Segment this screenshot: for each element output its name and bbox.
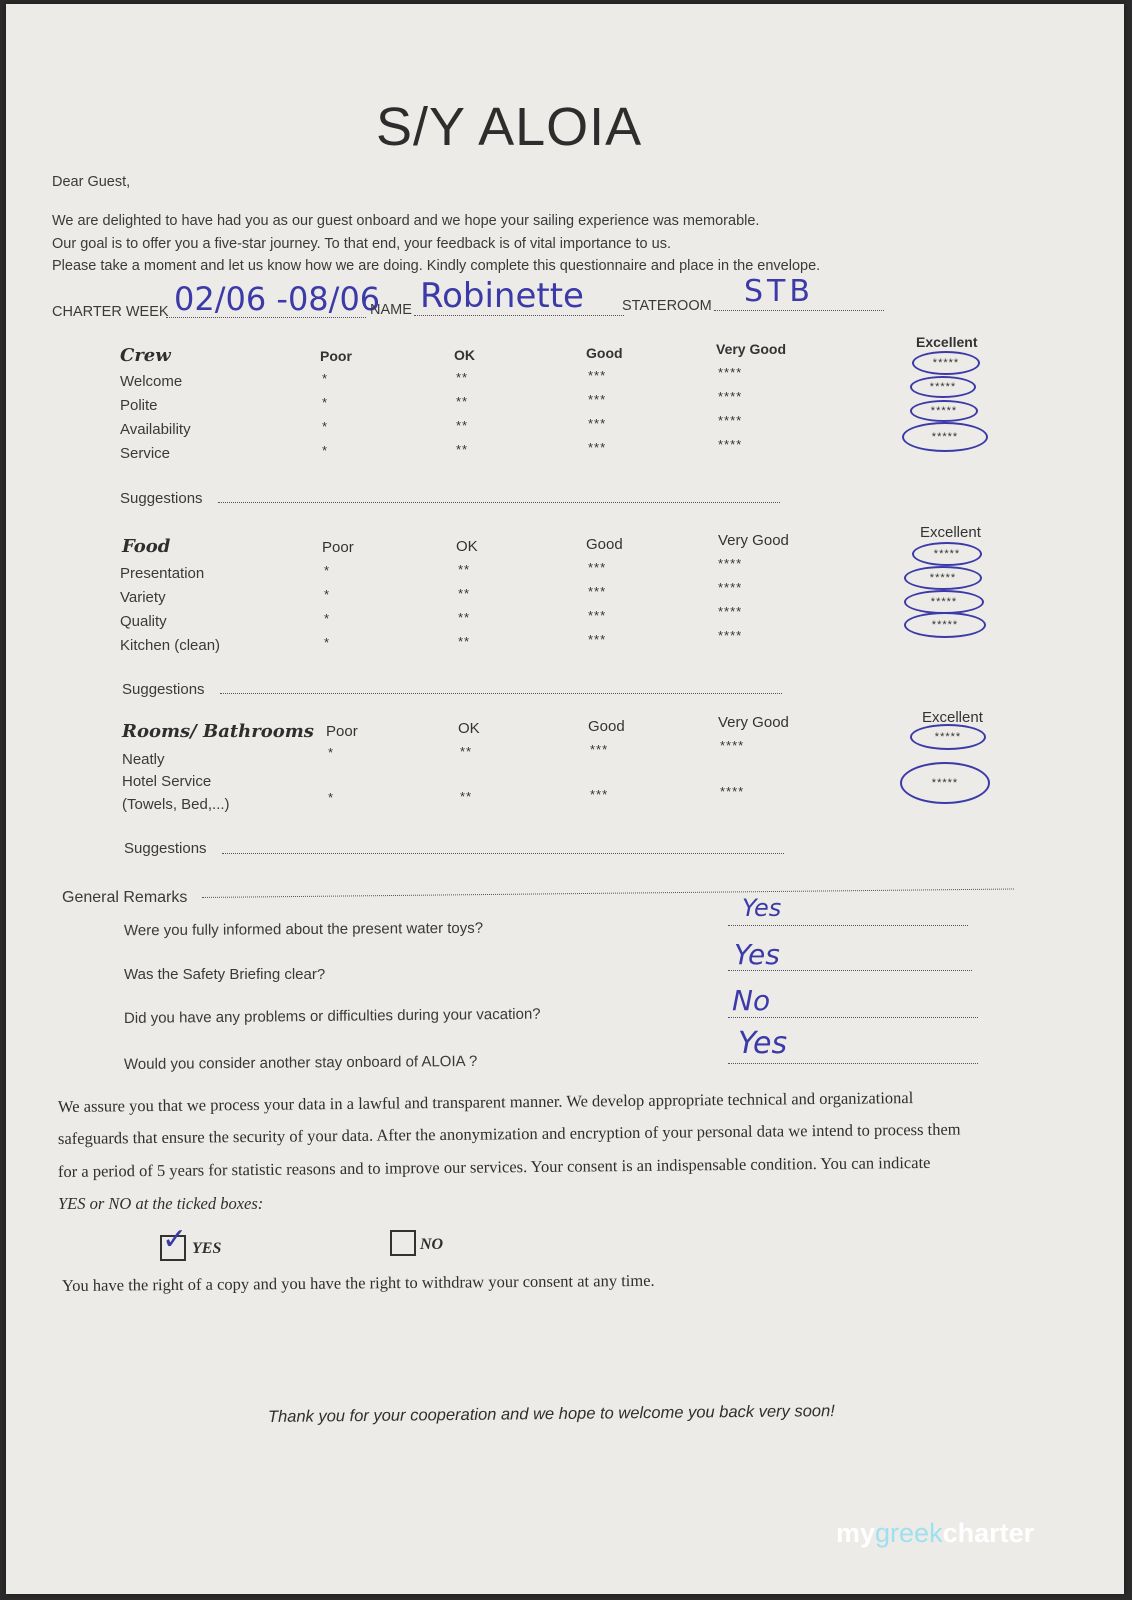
- rating-very-good[interactable]: ****: [718, 413, 743, 428]
- crew-item-availability: Availability: [120, 421, 191, 438]
- col-excellent: Excellent: [922, 709, 983, 726]
- rating-ok[interactable]: **: [460, 744, 473, 759]
- crew-item-welcome: Welcome: [120, 373, 183, 390]
- col-very-good: Very Good: [718, 532, 789, 549]
- rating-poor[interactable]: *: [328, 790, 335, 805]
- consent-no-checkbox[interactable]: [390, 1230, 416, 1256]
- col-ok: OK: [458, 720, 480, 737]
- question-another-stay: Would you consider another stay onboard of ALOIA ?: [123, 1052, 478, 1073]
- col-ok: OK: [454, 347, 475, 363]
- col-poor: Poor: [320, 348, 352, 364]
- section-title-crew: Crew: [120, 345, 171, 366]
- rating-very-good[interactable]: ****: [718, 580, 743, 595]
- rating-good[interactable]: ***: [590, 787, 609, 802]
- rating-ok[interactable]: **: [460, 789, 473, 804]
- intro-line-1: We are delighted to have had you as our guest onboard and we hope your sailing experience was memorable.: [52, 213, 760, 229]
- name-label: NAME: [370, 302, 412, 318]
- form-title: S/Y ALOIA: [376, 97, 643, 157]
- answer-water-toys: Yes: [742, 894, 782, 922]
- rating-very-good[interactable]: ****: [720, 784, 745, 799]
- mygreekcharter-logo: [836, 1518, 1034, 1549]
- logo-text-greek: greek: [875, 1518, 943, 1548]
- rating-ok[interactable]: **: [458, 586, 471, 601]
- rating-good[interactable]: ***: [590, 742, 609, 757]
- col-excellent: Excellent: [920, 524, 981, 541]
- col-ok: OK: [456, 538, 478, 555]
- col-excellent: Excellent: [916, 334, 978, 350]
- crew-item-polite: Polite: [120, 397, 158, 414]
- rating-ok[interactable]: **: [458, 562, 471, 577]
- intro-line-3: Please take a moment and let us know how we are doing. Kindly complete this questionnaire and place in the envelope.: [52, 258, 821, 274]
- rooms-item-neatly: Neatly: [122, 751, 165, 768]
- rating-ok[interactable]: **: [458, 610, 471, 625]
- rooms-item-hotel-service: Hotel Service: [122, 773, 212, 790]
- crew-suggestions-field[interactable]: [218, 502, 780, 503]
- question-problems: Did you have any problems or difficulties during your vacation?: [123, 1005, 541, 1027]
- thank-you-note: Thank you for your cooperation and we hope to welcome you back very soon!: [267, 1402, 835, 1426]
- charter-week-label: CHARTER WEEK: [52, 304, 169, 320]
- rating-good[interactable]: ***: [588, 440, 607, 455]
- rating-excellent-circled[interactable]: *****: [902, 422, 988, 452]
- rooms-suggestions-field[interactable]: [222, 853, 784, 854]
- rating-excellent-circled[interactable]: *****: [910, 400, 978, 422]
- name-value: Robinette: [420, 276, 584, 316]
- answer-field-another-stay[interactable]: [728, 1063, 978, 1064]
- rating-ok[interactable]: **: [456, 442, 469, 457]
- food-suggestions-label: Suggestions: [122, 681, 205, 698]
- rating-poor[interactable]: *: [324, 635, 331, 650]
- rating-very-good[interactable]: ****: [718, 628, 743, 643]
- consent-yes-label: YES: [192, 1240, 222, 1257]
- checkmark-icon: ✓: [162, 1223, 188, 1256]
- consent-no-label: NO: [420, 1236, 444, 1253]
- rating-very-good[interactable]: ****: [718, 365, 743, 380]
- questionnaire-page: [6, 4, 1124, 1594]
- rating-excellent-circled[interactable]: *****: [912, 351, 980, 375]
- col-good: Good: [586, 345, 623, 361]
- rating-poor[interactable]: *: [324, 587, 331, 602]
- answer-problems: No: [732, 984, 771, 1017]
- rating-excellent-circled[interactable]: *****: [904, 590, 984, 614]
- rating-poor[interactable]: *: [322, 443, 329, 458]
- crew-suggestions-label: Suggestions: [120, 490, 203, 507]
- rating-poor[interactable]: *: [328, 745, 335, 760]
- section-title-rooms: Rooms/ Bathrooms: [122, 721, 314, 742]
- rating-very-good[interactable]: ****: [718, 437, 743, 452]
- food-item-presentation: Presentation: [120, 565, 205, 582]
- rating-good[interactable]: ***: [588, 392, 607, 407]
- answer-another-stay: Yes: [738, 1026, 788, 1061]
- rating-ok[interactable]: **: [458, 634, 471, 649]
- rights-statement: You have the right of a copy and you have the right to withdraw your consent at any time.: [61, 1270, 655, 1295]
- col-good: Good: [586, 536, 623, 553]
- rating-very-good[interactable]: ****: [718, 604, 743, 619]
- rating-excellent-circled[interactable]: *****: [904, 566, 982, 590]
- greeting: Dear Guest,: [52, 174, 131, 190]
- stateroom-value: STB: [744, 274, 814, 309]
- rating-good[interactable]: ***: [588, 560, 607, 575]
- food-suggestions-field[interactable]: [220, 693, 782, 694]
- logo-text-charter: charter: [942, 1518, 1035, 1548]
- food-item-quality: Quality: [120, 613, 167, 630]
- rating-ok[interactable]: **: [456, 370, 469, 385]
- rating-good[interactable]: ***: [588, 584, 607, 599]
- col-poor: Poor: [326, 723, 358, 740]
- rating-very-good[interactable]: ****: [718, 389, 743, 404]
- answer-field-problems[interactable]: [728, 1017, 978, 1018]
- rating-excellent-circled[interactable]: *****: [910, 724, 986, 750]
- col-very-good: Very Good: [716, 341, 787, 357]
- logo-text-my: my: [836, 1518, 876, 1548]
- question-safety-briefing: Was the Safety Briefing clear?: [124, 966, 326, 983]
- rating-poor[interactable]: *: [322, 371, 329, 386]
- food-item-kitchen: Kitchen (clean): [120, 637, 221, 654]
- rating-excellent-circled[interactable]: *****: [904, 612, 986, 638]
- rating-very-good[interactable]: ****: [718, 556, 743, 571]
- general-remarks-field[interactable]: [202, 888, 1014, 898]
- section-title-food: Food: [122, 536, 171, 557]
- charter-week-value: 02/06 -08/06: [174, 280, 381, 318]
- legal-line-3: for a period of 5 years for statistic reasons and to improve our services. Your consent is an indispensable condition. You can indicate: [57, 1152, 931, 1181]
- rating-good[interactable]: ***: [588, 416, 607, 431]
- rooms-suggestions-label: Suggestions: [124, 840, 207, 857]
- col-poor: Poor: [322, 539, 354, 556]
- rating-very-good[interactable]: ****: [720, 738, 745, 753]
- rating-ok[interactable]: **: [456, 418, 469, 433]
- legal-line-2: safeguards that ensure the security of your data. After the anonymization and encryption of your personal data we intend to process them: [57, 1119, 961, 1148]
- rooms-item-hotel-service-detail: (Towels, Bed,...): [122, 796, 230, 813]
- legal-line-4: YES or NO at the ticked boxes:: [58, 1194, 264, 1213]
- stateroom-label: STATEROOM: [622, 298, 712, 314]
- rating-good[interactable]: ***: [588, 632, 607, 647]
- rating-good[interactable]: ***: [588, 608, 607, 623]
- stateroom-field[interactable]: [714, 310, 884, 311]
- col-good: Good: [588, 718, 625, 735]
- col-very-good: Very Good: [718, 714, 789, 731]
- rating-excellent-circled[interactable]: *****: [900, 762, 990, 804]
- rating-poor[interactable]: *: [322, 395, 329, 410]
- rating-poor[interactable]: *: [324, 611, 331, 626]
- rating-ok[interactable]: **: [456, 394, 469, 409]
- rating-good[interactable]: ***: [588, 368, 607, 383]
- rating-excellent-circled[interactable]: *****: [912, 542, 982, 566]
- legal-line-1: We assure you that we process your data in a lawful and transparent manner. We develop appropriate technical and organizational: [57, 1088, 914, 1116]
- food-item-variety: Variety: [120, 589, 166, 606]
- answer-field-water-toys[interactable]: [728, 925, 968, 926]
- intro-line-2: Our goal is to offer you a five-star journey. To that end, your feedback is of vital importance to us.: [52, 236, 671, 252]
- general-remarks-label: General Remarks: [62, 889, 188, 906]
- rating-poor[interactable]: *: [324, 563, 331, 578]
- answer-safety-briefing: Yes: [734, 938, 780, 971]
- crew-item-service: Service: [120, 445, 171, 462]
- question-water-toys: Were you fully informed about the present water toys?: [123, 919, 484, 940]
- rating-poor[interactable]: *: [322, 419, 329, 434]
- rating-excellent-circled[interactable]: *****: [910, 376, 976, 398]
